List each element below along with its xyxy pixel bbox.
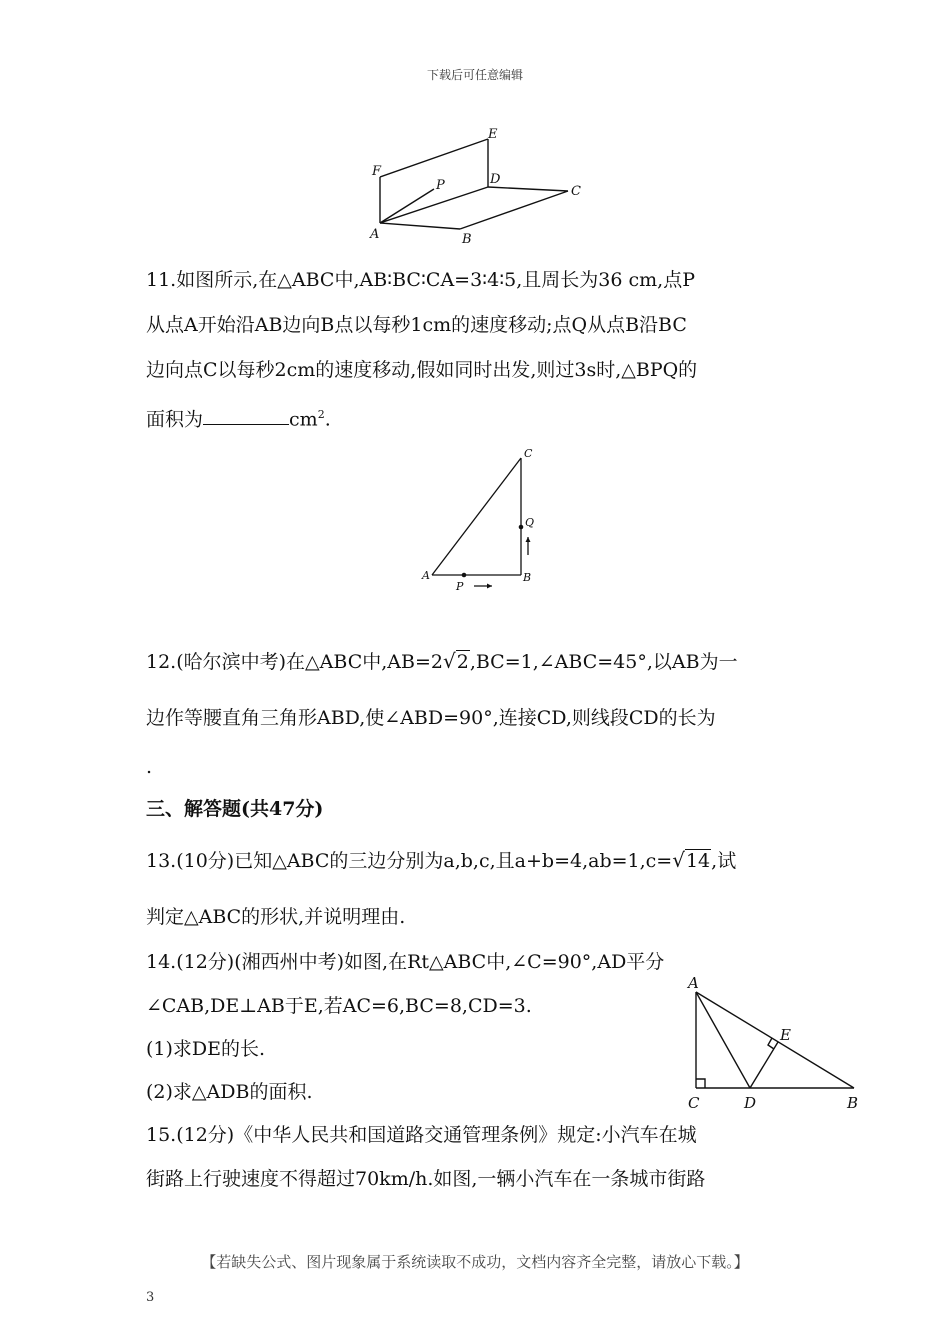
radicand: 14 [685, 850, 711, 872]
figure-planes [360, 125, 600, 250]
label-e: E [488, 127, 498, 142]
unit-cm: cm [289, 408, 318, 431]
point-q [519, 525, 524, 530]
edge-fe [380, 139, 488, 177]
edge-cb [460, 191, 568, 229]
label-a: A [422, 569, 430, 582]
side-ab [696, 992, 854, 1088]
label-p: P [456, 580, 464, 593]
q11-line1: 11.如图所示,在△ABC中,AB∶BC∶CA=3∶4∶5,且周长为36 cm,点P [146, 269, 695, 291]
label-a: A [370, 227, 380, 242]
label-f: F [372, 164, 382, 179]
label-b: B [847, 1094, 859, 1112]
label-d: D [490, 172, 501, 187]
edge-dc [488, 187, 568, 191]
label-q: Q [525, 516, 535, 529]
q11-line2: 从点A开始沿AB边向B点以每秒1cm的速度移动;点Q从点B沿BC [146, 314, 687, 336]
q11-line4 [146, 403, 810, 431]
unit-exponent: 2 [317, 408, 325, 421]
q11-period: . [324, 408, 331, 431]
radical-sign: √ [442, 649, 456, 673]
q12-text-b: ,BC=1,∠ABC=45°,以AB为一 [469, 651, 738, 673]
q13-line2: 判定△ABC的形状,并说明理由. [146, 906, 406, 928]
label-b: B [523, 571, 532, 584]
arrow-p-head [487, 584, 492, 589]
label-d: D [744, 1094, 757, 1112]
q13-text-a: 13.(10分)已知△ABC的三边分别为a,b,c,且a+b=4,ab=1,c= [146, 850, 673, 872]
answer-blank [203, 406, 289, 425]
label-c: C [571, 184, 581, 199]
label-a: A [688, 974, 699, 992]
q12-line3: . [146, 756, 153, 778]
q12-line2: 边作等腰直角三角形ABD,使∠ABD=90°,连接CD,则线段CD的长为 [146, 707, 716, 729]
label-p: P [436, 178, 445, 193]
q13-line1 [146, 848, 810, 873]
q12-line1 [146, 649, 810, 674]
arrow-q-head [526, 537, 531, 542]
q11-line3: 边向点C以每秒2cm的速度移动,假如同时出发,则过3s时,△BPQ的 [146, 359, 698, 381]
edge-ad [380, 187, 488, 223]
q14-part2: (2)求△ADB的面积. [146, 1081, 313, 1103]
point-p [462, 573, 467, 578]
q15-line2: 街路上行驶速度不得超过70km/h.如图,一辆小汽车在一条城市街路 [146, 1168, 706, 1190]
q12-text-a: 12.(哈尔滨中考)在△ABC中,AB=2 [146, 651, 443, 673]
bisector-ad [696, 992, 750, 1088]
sqrt-expression [443, 649, 470, 674]
segment-ap [380, 189, 434, 223]
radicand: 2 [456, 651, 469, 673]
q15-line1: 15.(12分)《中华人民共和国道路交通管理条例》规定:小汽车在城 [146, 1124, 697, 1146]
sqrt-expression [672, 848, 711, 873]
label-b: B [462, 232, 472, 247]
right-angle-c [696, 1079, 705, 1088]
radical-sign: √ [672, 848, 685, 872]
q13-text-b: ,试 [711, 850, 737, 872]
q14-line1: 14.(12分)(湘西州中考)如图,在Rt△ABC中,∠C=90°,AD平分 [146, 951, 665, 973]
page-footer: 【若缺失公式、图片现象属于系统读取不成功，文档内容齐全完整，请放心下载。】 [201, 1253, 749, 1271]
page-number: 3 [146, 1290, 155, 1305]
label-c: C [688, 1094, 700, 1112]
q14-part1: (1)求DE的长. [146, 1038, 266, 1060]
figure-triangle-pq [418, 445, 548, 595]
side-ac [432, 458, 521, 575]
q14-line2: ∠CAB,DE⊥AB于E,若AC=6,BC=8,CD=3. [146, 995, 532, 1017]
label-c: C [524, 447, 533, 460]
page-header: 下载后可任意编辑 [426, 68, 523, 82]
q11-area-label: 面积为 [146, 408, 204, 431]
edge-ab [380, 223, 460, 229]
section-title: 三、解答题(共47分) [146, 798, 324, 820]
label-e: E [780, 1026, 791, 1044]
figure-triangle-ad [680, 972, 870, 1120]
